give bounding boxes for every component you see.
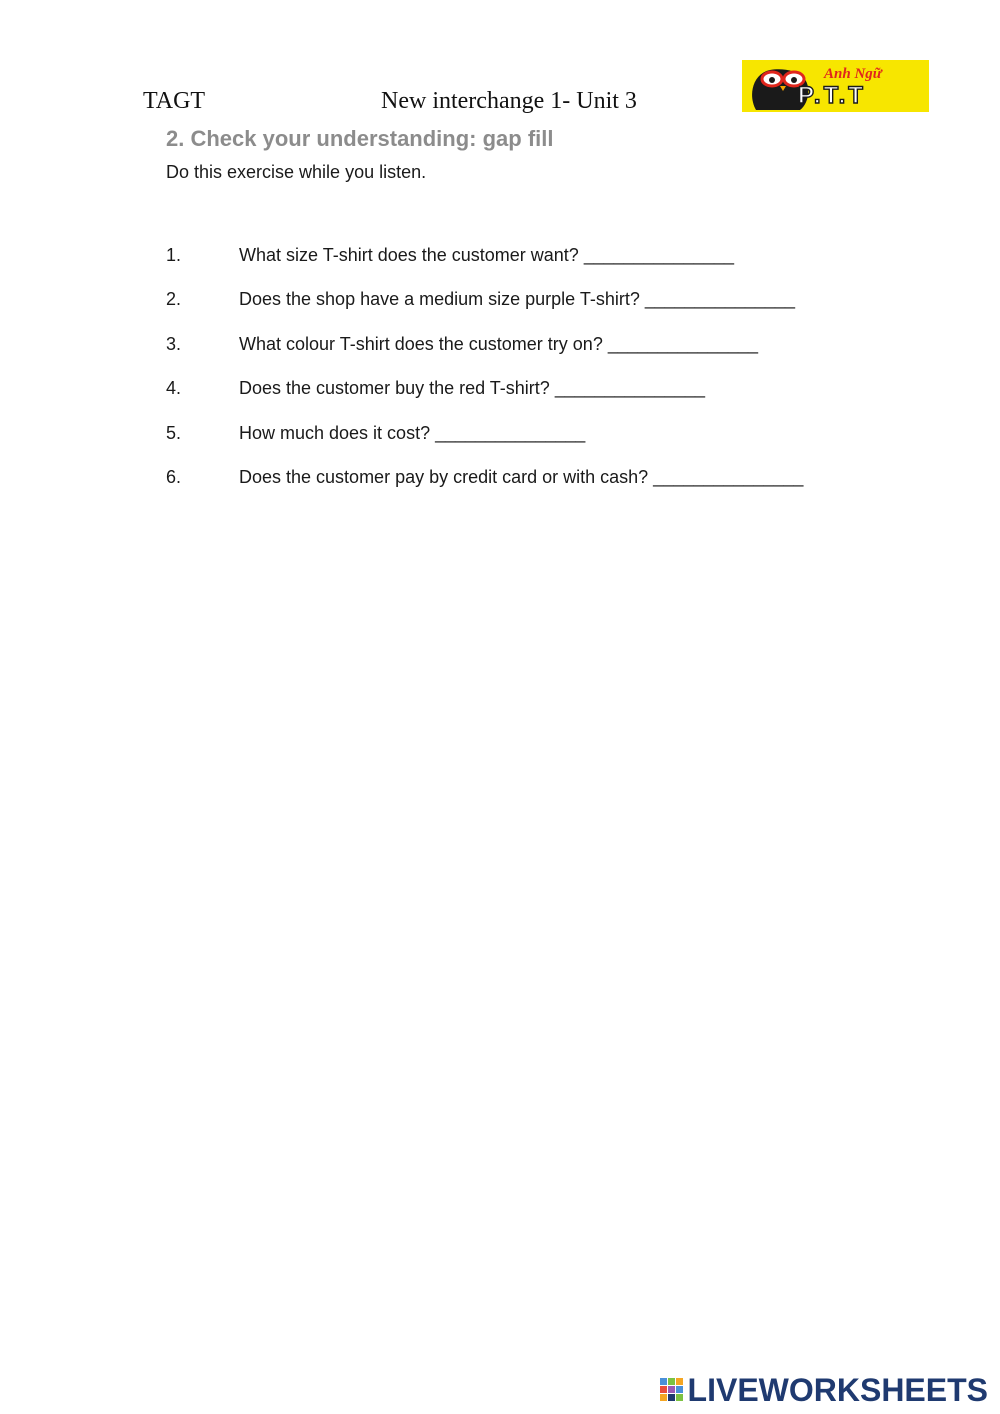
question-number: 5. <box>166 423 182 443</box>
question-text: Does the shop have a medium size purple T-shirt? _______________ <box>239 289 796 309</box>
header-left-label: TAGT <box>143 88 206 114</box>
exercise-instructions: Do this exercise while you listen. <box>166 162 427 182</box>
question-text: What size T-shirt does the customer want? _______________ <box>239 245 734 265</box>
liveworksheets-logo-icon <box>660 1378 684 1402</box>
question-number: 4. <box>166 378 182 398</box>
question-number: 6. <box>166 467 182 487</box>
question-number: 2. <box>166 289 182 309</box>
question-text: What colour T-shirt does the customer try on? _______________ <box>239 334 758 354</box>
question-text: How much does it cost? _______________ <box>239 423 586 443</box>
liveworksheets-brand[interactable] <box>660 1372 988 1408</box>
liveworksheets-brand-text: LIVEWORKSHEETS <box>687 1371 988 1408</box>
logo-top-text: Anh Ngữ <box>824 66 882 82</box>
question-number: 1. <box>166 245 182 265</box>
header-unit-title: New interchange 1- Unit 3 <box>381 88 637 114</box>
exercise-title: 2. Check your understanding: gap fill <box>166 126 554 151</box>
question-text: Does the customer pay by credit card or with cash? _______________ <box>239 467 804 487</box>
logo-bottom-text: P.T.T <box>798 82 866 109</box>
question-number: 3. <box>166 334 182 354</box>
school-logo <box>742 60 929 112</box>
question-text: Does the customer buy the red T-shirt? _______________ <box>239 378 705 398</box>
